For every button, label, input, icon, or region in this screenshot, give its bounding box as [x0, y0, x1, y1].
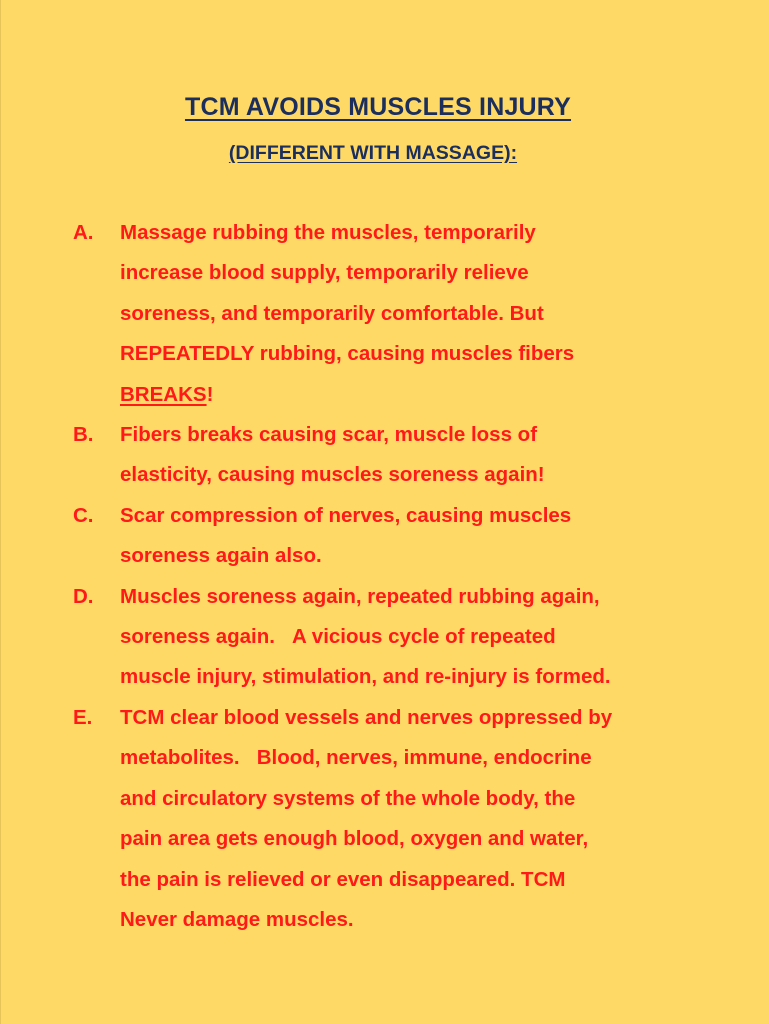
page-title: TCM AVOIDS MUSCLES INJURY: [184, 93, 572, 121]
list-item: [73, 213, 693, 415]
text-line: soreness again also.: [120, 544, 322, 568]
text-line: Never damage muscles.: [120, 907, 354, 931]
list-item-text: [120, 415, 693, 496]
list-marker: D.: [73, 584, 94, 608]
list-marker: B.: [73, 423, 94, 447]
list-item: [73, 577, 693, 698]
text-line: metabolites. Blood, nerves, immune, endocrine: [120, 746, 592, 770]
emphasis-word: BREAKS: [120, 382, 207, 406]
point-list: [73, 213, 693, 940]
text-line: TCM clear blood vessels and nerves oppressed by: [120, 705, 613, 729]
text-line: Massage rubbing the muscles, temporarily: [120, 221, 536, 244]
list-marker: E.: [73, 705, 93, 729]
text-line: Scar compression of nerves, causing muscles: [120, 503, 572, 527]
list-item: [73, 415, 693, 496]
text-line: soreness again. A vicious cycle of repeated: [120, 625, 556, 649]
text-line: pain area gets enough blood, oxygen and water,: [120, 827, 589, 851]
list-item: [73, 496, 693, 577]
list-item-text: [120, 213, 693, 415]
text-line: increase blood supply, temporarily relieve: [120, 261, 529, 285]
list-item-text: [120, 698, 693, 940]
text-line: elasticity, causing muscles soreness again!: [120, 463, 545, 487]
list-item: [73, 698, 693, 940]
list-marker: C.: [73, 503, 94, 527]
text-line: Muscles soreness again, repeated rubbing again,: [120, 584, 600, 608]
exclamation-mark: !: [206, 382, 214, 406]
list-item-text: [120, 577, 693, 698]
text-line: soreness, and temporarily comfortable. But: [120, 301, 544, 325]
text-line: [120, 375, 693, 415]
text-line: Fibers breaks causing scar, muscle loss of: [120, 423, 538, 447]
text-line: REPEATEDLY rubbing, causing muscles fibers: [120, 342, 575, 366]
text-line: and circulatory systems of the whole body, the: [120, 786, 576, 810]
text-line: the pain is relieved or even disappeared. TCM: [120, 867, 566, 891]
list-item-text: [120, 496, 693, 577]
list-marker: A.: [73, 221, 94, 244]
page-subtitle: (DIFFERENT WITH MASSAGE):: [228, 142, 518, 164]
text-line: muscle injury, stimulation, and re-injury is formed.: [120, 665, 611, 689]
